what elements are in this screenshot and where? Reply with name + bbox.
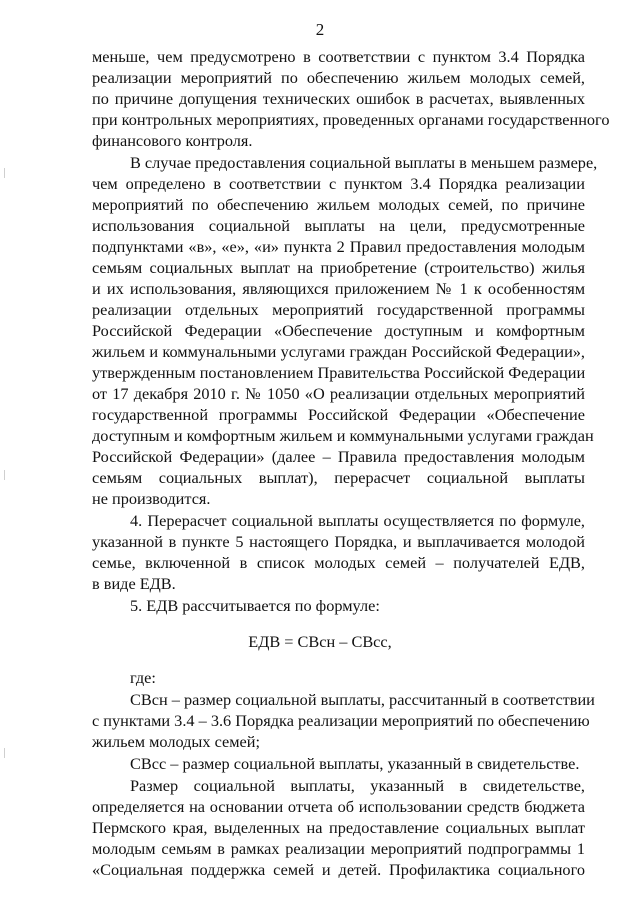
text-line: семьям социальных выплат на приобретение (строительство) жилья [92,258,585,277]
text-line: 4. Перерасчет социальной выплаты осуществляется по формуле, [130,511,585,530]
text-line: жильем и коммунальными услугами граждан Российской Федерации», [92,342,585,361]
text-line: «Социальная поддержка семей и детей. Профилактика социального [92,860,585,879]
binding-mark [4,748,5,758]
binding-mark [4,470,5,480]
text-line: реализации отдельных мероприятий государственной программы [92,300,585,319]
text-line: мероприятий по обеспечению жильем молодых семей, по причине [92,195,585,214]
binding-mark [4,168,5,178]
text-line: с пунктами 3.4 – 3.6 Порядка реализации мероприятий по обеспечению [92,711,590,730]
text-line: доступным и комфортным жильем и коммунальными услугами граждан [92,426,594,445]
text-line: молодым семьям в рамках реализации мероприятий подпрограммы 1 [92,839,585,858]
text-line: чем определено в соответствии с пунктом 3.4 Порядка реализации [92,174,585,193]
text-line: и их использования, являющихся приложением № 1 к особенностям [92,279,585,298]
text-line: где: [130,668,156,687]
page-number: 2 [315,20,325,39]
text-line: 5. ЕДВ рассчитывается по формуле: [130,596,380,615]
text-line: указанной в пункте 5 настоящего Порядка, и выплачивается молодой [92,532,585,551]
text-line: Российской Федерации» (далее – Правила предоставления молодым [92,447,585,466]
text-line: определяется на основании отчета об использовании средств бюджета [92,797,585,816]
text-line: Пермского края, выделенных на предоставление социальных выплат [92,818,585,837]
text-line: В случае предоставления социальной выплаты в меньшем размере, [130,153,598,172]
text-line: меньше, чем предусмотрено в соответствии с пунктом 3.4 Порядка [92,47,585,66]
text-line: использования социальной выплаты на цели, предусмотренные [92,216,585,235]
text-line: семьям социальных выплат), перерасчет социальной выплаты [92,468,585,487]
text-line: СВсс – размер социальной выплаты, указанный в свидетельстве. [130,754,580,773]
text-line: реализации мероприятий по обеспечению жильем молодых семей, [92,68,585,87]
text-line: по причине допущения технических ошибок в расчетах, выявленных [92,89,585,108]
text-line: Размер социальной выплаты, указанный в свидетельстве, [130,776,585,795]
text-line: Российской Федерации «Обеспечение доступным и комфортным [92,321,585,340]
text-line: государственной программы Российской Федерации «Обеспечение [92,405,585,424]
text-line: в виде ЕДВ. [92,574,176,593]
text-line: при контрольных мероприятиях, проведенных органами государственного [92,110,610,129]
text-line: семье, включенной в список молодых семей – получателей ЕДВ, [92,553,585,572]
text-line: утвержденным постановлением Правительства Российской Федерации [92,363,586,382]
text-line: СВсн – размер социальной выплаты, рассчитанный в соответствии [130,690,595,709]
formula: ЕДВ = СВсн – СВсс, [248,632,392,651]
text-line: подпунктами «в», «е», «и» пункта 2 Правил предоставления молодым [92,237,585,256]
text-line: жильем молодых семей; [92,732,260,751]
text-line: не производится. [92,489,211,508]
text-line: от 17 декабря 2010 г. № 1050 «О реализации отдельных мероприятий [92,384,585,403]
text-line: финансового контроля. [92,131,253,150]
